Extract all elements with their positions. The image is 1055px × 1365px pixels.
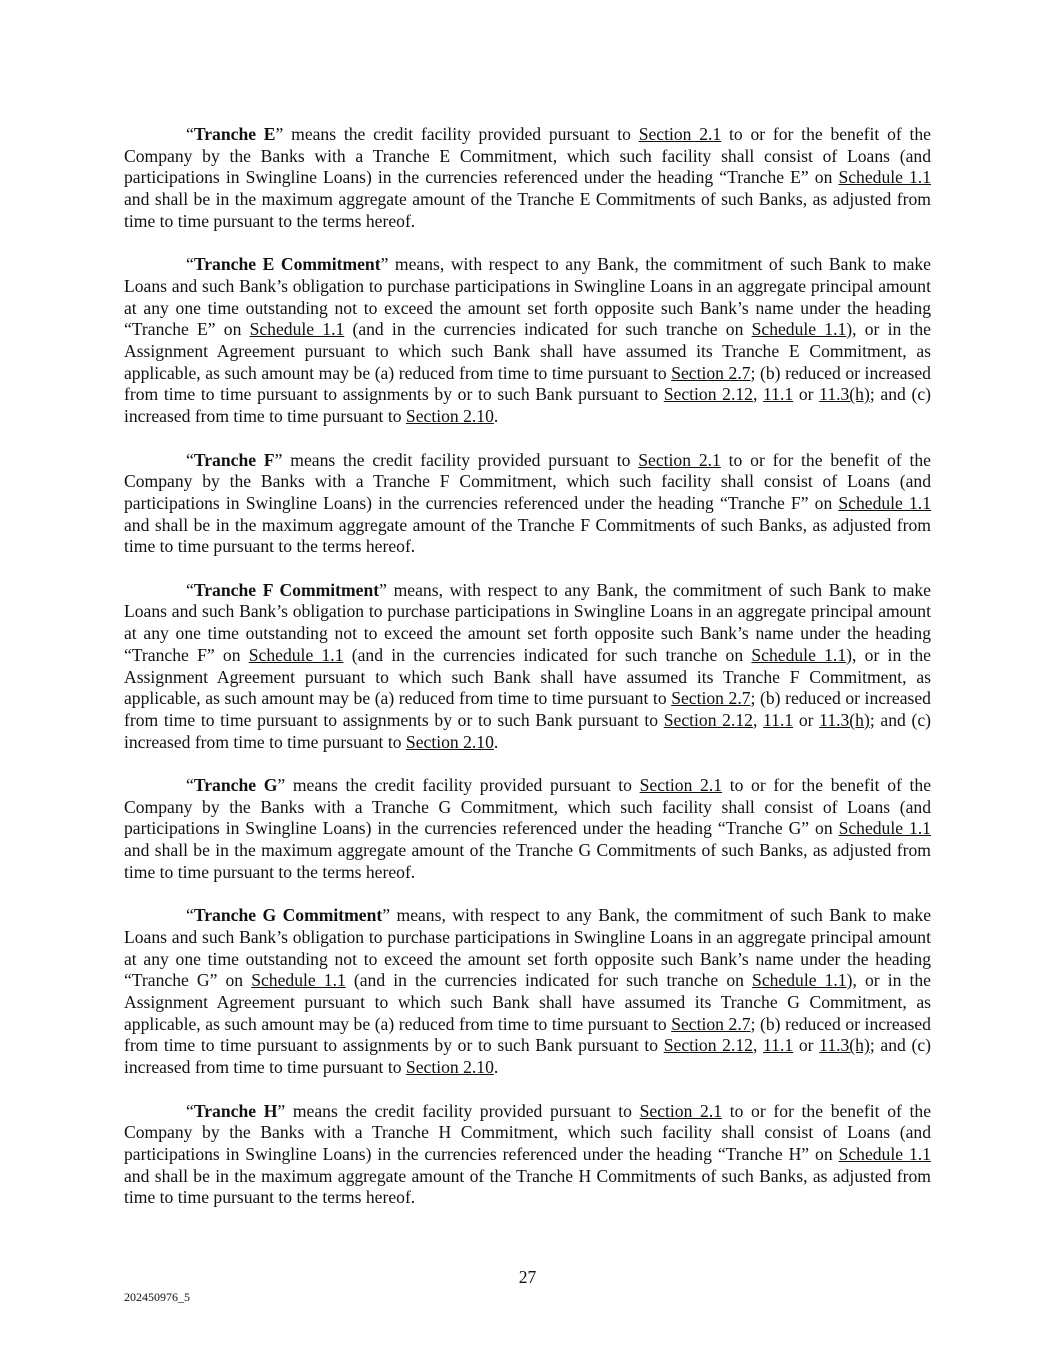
cross-reference-link[interactable]: 11.1	[763, 1035, 794, 1056]
cross-reference-link[interactable]: Section 2.7	[671, 688, 751, 709]
definition-text: ,	[752, 384, 764, 405]
definition-text: (and in the currencies indicated for such tranche on	[344, 319, 752, 340]
definition-text: ” means, with respect to any Bank, the commitment of such Bank to make Loans and such Bank’s obligation to purchase participations in Swingline Loans in an aggregate principal amount at any one time outstanding not to exceed the amount set forth opposite such Bank’s name under the heading “Tranche F” on	[124, 579, 931, 665]
defined-term: Tranche G Commitment	[193, 905, 383, 926]
definition-paragraph: “Tranche E” means the credit facility provided pursuant to Section 2.1 to or for the benefit of the Company by the Banks with a Tranche E Commitment, which such facility shall consist of Loans (and participations in Swingline Loans) in the currencies referenced under the heading “Tranche E” on Schedule 1.1 and shall be in the maximum aggregate amount of the Tranche E Commitments of such Banks, as adjusted from time to time pursuant to the terms hereof.	[124, 124, 931, 231]
cross-reference-link[interactable]: Section 2.1	[639, 775, 723, 796]
definition-text: ; and (c) increased from time to time pursuant to	[124, 1035, 931, 1078]
definition-paragraph: “Tranche F” means the credit facility provided pursuant to Section 2.1 to or for the benefit of the Company by the Banks with a Tranche F Commitment, which such facility shall consist of Loans (and participations in Swingline Loans) in the currencies referenced under the heading “Tranche F” on Schedule 1.1 and shall be in the maximum aggregate amount of the Tranche F Commitments of such Banks, as adjusted from time to time pursuant to the terms hereof.	[124, 449, 931, 557]
cross-reference-link[interactable]: Section 2.12	[663, 384, 753, 405]
definition-text: and shall be in the maximum aggregate amount of the Tranche E Commitments of such Banks, as adjusted from time to time pursuant to the terms hereof.	[124, 189, 931, 231]
definition-text: ), or in the Assignment Agreement pursuant to which such Bank shall have assumed its Tranche E Commitment, as applicable, as such amount may be (a) reduced from time to time pursuant to	[124, 319, 931, 383]
definition-text: ” means the credit facility provided pursuant to	[275, 124, 639, 144]
definition-text: ” means, with respect to any Bank, the commitment of such Bank to make Loans and such Bank’s obligation to purchase participations in Swingline Loans in an aggregate principal amount at any one time outstanding not to exceed the amount set forth opposite such Bank’s name under the heading “Tranche G” on	[124, 905, 932, 991]
cross-reference-link[interactable]: Section 2.10	[405, 1057, 494, 1078]
definitions-section	[124, 124, 931, 1231]
definition-text: (and in the currencies indicated for such tranche on	[343, 644, 752, 665]
cross-reference-link[interactable]: Section 2.10	[405, 731, 494, 752]
cross-reference-link[interactable]: Schedule 1.1	[248, 644, 344, 665]
definition-text: ), or in the Assignment Agreement pursuant to which such Bank shall have assumed its Tranche G Commitment, as applicable, as such amount may be (a) reduced from time to time pursuant to	[124, 970, 931, 1034]
definition-text: and shall be in the maximum aggregate amount of the Tranche F Commitments of such Banks, as adjusted from time to time pursuant to the terms hereof.	[124, 514, 931, 557]
defined-term: Tranche E Commitment	[193, 254, 381, 275]
definition-text: ” means, with respect to any Bank, the commitment of such Bank to make Loans and such Bank’s obligation to purchase participations in Swingline Loans in an aggregate principal amount at any one time outstanding not to exceed the amount set forth opposite such Bank’s name under the heading “Tranche E” on	[124, 254, 931, 340]
cross-reference-link[interactable]: Section 2.12	[663, 1035, 753, 1056]
cross-reference-link[interactable]: Schedule 1.1	[838, 167, 931, 188]
definition-text: .	[493, 406, 499, 427]
definition-text: ), or in the Assignment Agreement pursuant to which such Bank shall have assumed its Tranche F Commitment, as applicable, as such amount may be (a) reduced from time to time pursuant to	[124, 644, 931, 709]
definition-text: .	[493, 731, 499, 752]
cross-reference-link[interactable]: Schedule 1.1	[251, 970, 346, 991]
definition-text: ” means the credit facility provided pursuant to	[274, 449, 639, 470]
definition-text: (and in the currencies indicated for such tranche on	[345, 970, 753, 991]
cross-reference-link[interactable]: Section 2.12	[663, 709, 753, 730]
definition-text: ; and (c) increased from time to time pursuant to	[124, 384, 931, 427]
definition-paragraph: “Tranche H” means the credit facility provided pursuant to Section 2.1 to or for the benefit of the Company by the Banks with a Tranche H Commitment, which such facility shall consist of Loans (and participations in Swingline Loans) in the currencies referenced under the heading “Tranche H” on Schedule 1.1 and shall be in the maximum aggregate amount of the Tranche H Commitments of such Banks, as adjusted from time to time pursuant to the terms hereof.	[124, 1100, 932, 1208]
cross-reference-link[interactable]: 11.1	[763, 709, 794, 730]
cross-reference-link[interactable]: Section 2.1	[638, 124, 722, 144]
definition-text: or	[793, 709, 820, 730]
definition-text: ; (b) reduced or increased from time to time pursuant to assignments by or to such Bank pursuant to	[124, 362, 931, 405]
definition-text: ,	[752, 1035, 764, 1056]
definition-text: ” means the credit facility provided pursuant to	[277, 775, 640, 796]
cross-reference-link[interactable]: Section 2.1	[638, 449, 721, 470]
definition-text: ; (b) reduced or increased from time to time pursuant to assignments by or to such Bank pursuant to	[124, 688, 931, 730]
defined-term: Tranche H	[193, 1100, 278, 1121]
cross-reference-link[interactable]: Section 2.7	[671, 362, 751, 383]
definition-text: ; and (c) increased from time to time pursuant to	[124, 709, 931, 752]
definition-paragraph: “Tranche E Commitment” means, with respect to any Bank, the commitment of such Bank to make Loans and such Bank’s obligation to purchase participations in Swingline Loans in an aggregate principal amount at any one time outstanding not to exceed the amount set forth opposite such Bank’s name under the heading “Tranche E” on Schedule 1.1 (and in the currencies indicated for such tranche on Schedule 1.1), or in the Assignment Agreement pursuant to which such Bank shall have assumed its Tranche E Commitment, as applicable, as such amount may be (a) reduced from time to time pursuant to Section 2.7; (b) reduced or increased from time to time pursuant to assignments by or to such Bank pursuant to Section 2.12, 11.1 or 11.3(h); and (c) increased from time to time pursuant to Section 2.10.	[124, 254, 931, 427]
defined-term: Tranche E	[193, 124, 276, 144]
cross-reference-link[interactable]: 11.3(h)	[819, 384, 870, 405]
cross-reference-link[interactable]: Schedule 1.1	[249, 319, 345, 340]
definition-text: ; (b) reduced or increased from time to time pursuant to assignments by or to such Bank pursuant to	[124, 1013, 931, 1056]
definition-text: and shall be in the maximum aggregate amount of the Tranche G Commitments of such Banks, as adjusted from time to time pursuant to the terms hereof.	[124, 840, 931, 882]
cross-reference-link[interactable]: Section 2.1	[639, 1100, 723, 1121]
definition-text: ,	[752, 709, 764, 730]
cross-reference-link[interactable]: Schedule 1.1	[752, 970, 847, 991]
cross-reference-link[interactable]: Section 2.10	[405, 406, 494, 427]
definition-text: to or for the benefit of the Company by the Banks with a Tranche H Commitment, which such facility shall consist of Loans (and participations in Swingline Loans) in the currencies referenced under the heading “Tranche H” on	[124, 1100, 932, 1164]
definition-text: to or for the benefit of the Company by the Banks with a Tranche F Commitment, which such facility shall consist of Loans (and participations in Swingline Loans) in the currencies referenced under the heading “Tranche F” on	[124, 449, 931, 513]
definition-text: or	[793, 1035, 820, 1056]
cross-reference-link[interactable]: Schedule 1.1	[751, 644, 847, 665]
cross-reference-link[interactable]: 11.3(h)	[819, 1035, 870, 1056]
definition-paragraph: “Tranche F Commitment” means, with respect to any Bank, the commitment of such Bank to make Loans and such Bank’s obligation to purchase participations in Swingline Loans in an aggregate principal amount at any one time outstanding not to exceed the amount set forth opposite such Bank’s name under the heading “Tranche F” on Schedule 1.1 (and in the currencies indicated for such tranche on Schedule 1.1), or in the Assignment Agreement pursuant to which such Bank shall have assumed its Tranche F Commitment, as applicable, as such amount may be (a) reduced from time to time pursuant to Section 2.7; (b) reduced or increased from time to time pursuant to assignments by or to such Bank pursuant to Section 2.12, 11.1 or 11.3(h); and (c) increased from time to time pursuant to Section 2.10.	[124, 579, 931, 752]
document-id: 202450976_5	[124, 1290, 190, 1304]
defined-term: Tranche F Commitment	[193, 579, 380, 600]
definition-text: or	[793, 384, 820, 405]
cross-reference-link[interactable]: 11.3(h)	[819, 709, 870, 730]
page-number: 27	[518, 1267, 537, 1287]
definition-text: .	[493, 1057, 499, 1078]
definition-paragraph: “Tranche G Commitment” means, with respect to any Bank, the commitment of such Bank to make Loans and such Bank’s obligation to purchase participations in Swingline Loans in an aggregate principal amount at any one time outstanding not to exceed the amount set forth opposite such Bank’s name under the heading “Tranche G” on Schedule 1.1 (and in the currencies indicated for such tranche on Schedule 1.1), or in the Assignment Agreement pursuant to which such Bank shall have assumed its Tranche G Commitment, as applicable, as such amount may be (a) reduced from time to time pursuant to Section 2.7; (b) reduced or increased from time to time pursuant to assignments by or to such Bank pursuant to Section 2.12, 11.1 or 11.3(h); and (c) increased from time to time pursuant to Section 2.10.	[124, 905, 932, 1078]
cross-reference-link[interactable]: Schedule 1.1	[838, 818, 931, 839]
cross-reference-link[interactable]: Schedule 1.1	[751, 319, 847, 340]
cross-reference-link[interactable]: Section 2.7	[671, 1013, 751, 1034]
cross-reference-link[interactable]: Schedule 1.1	[838, 492, 931, 513]
cross-reference-link[interactable]: 11.1	[763, 384, 794, 405]
defined-term: Tranche G	[193, 775, 278, 796]
definition-text: to or for the benefit of the Company by the Banks with a Tranche E Commitment, which such facility shall consist of Loans (and participations in Swingline Loans) in the currencies referenced under the heading “Tranche E” on	[124, 124, 931, 188]
definition-text: ” means the credit facility provided pursuant to	[277, 1100, 640, 1121]
definition-text: and shall be in the maximum aggregate amount of the Tranche H Commitments of such Banks, as adjusted from time to time pursuant to the terms hereof.	[124, 1165, 931, 1208]
definition-paragraph: “Tranche G” means the credit facility provided pursuant to Section 2.1 to or for the benefit of the Company by the Banks with a Tranche G Commitment, which such facility shall consist of Loans (and participations in Swingline Loans) in the currencies referenced under the heading “Tranche G” on Schedule 1.1 and shall be in the maximum aggregate amount of the Tranche G Commitments of such Banks, as adjusted from time to time pursuant to the terms hereof.	[124, 775, 932, 882]
cross-reference-link[interactable]: Schedule 1.1	[838, 1143, 931, 1164]
defined-term: Tranche F	[193, 449, 275, 470]
definition-text: to or for the benefit of the Company by the Banks with a Tranche G Commitment, which such facility shall consist of Loans (and participations in Swingline Loans) in the currencies referenced under the heading “Tranche G” on	[124, 775, 932, 839]
